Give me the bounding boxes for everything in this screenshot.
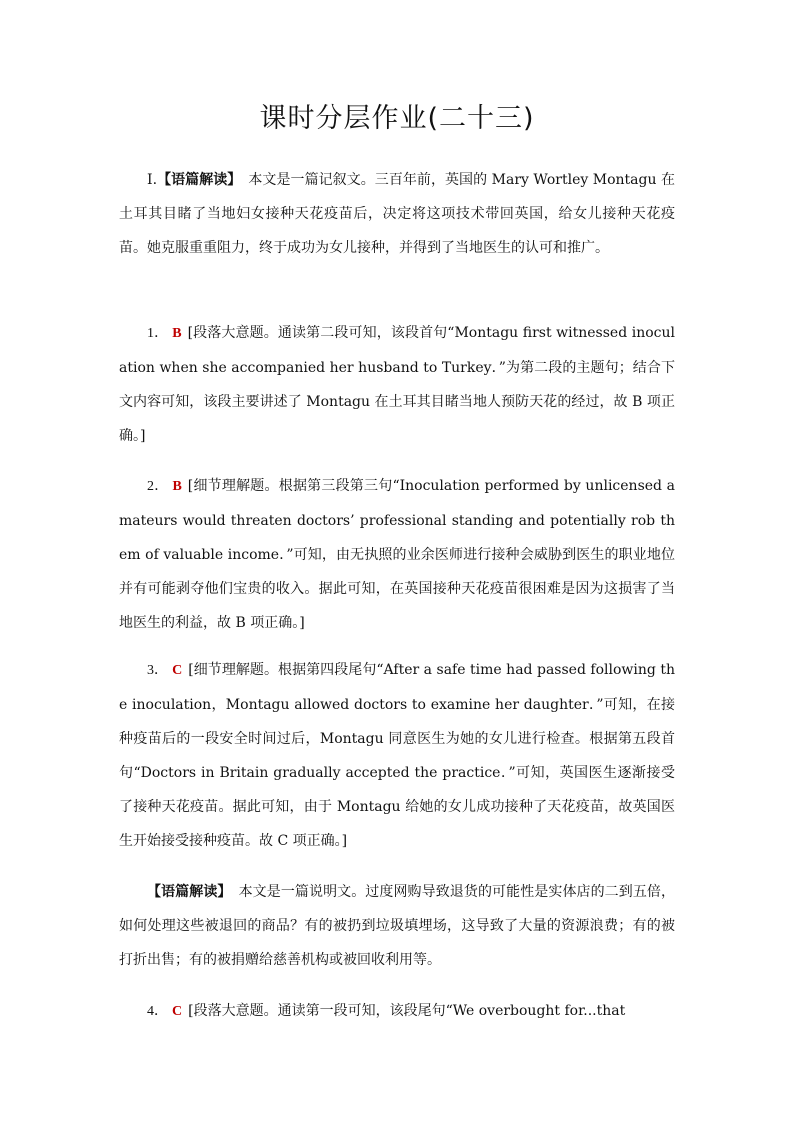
section-number: Ⅰ. bbox=[147, 172, 158, 188]
question-3 bbox=[119, 653, 675, 858]
answer-letter: C bbox=[172, 1004, 183, 1019]
explanation-text: [细节理解题。根据第四段尾句“After a safe time had passed following the inoculation，Montagu allowed doctors to examine her daughter．”可知，在接种疫苗后的一段安全时间过后，Montagu 同意医生为她的女儿进行检查。根据第五段首句“Doctors in Britain gradually accepted the practice．”可知，英国医生逐渐接受了接种天花疫苗。据此可知，由于 Montagu 给她的女儿成功接种了天花疫苗，故英国医生开始接受接种疫苗。故 C 项正确。] bbox=[119, 662, 676, 849]
passage-summary-1 bbox=[119, 163, 675, 265]
question-number: 1． bbox=[147, 326, 169, 341]
passage-summary-label: 【语篇解读】 bbox=[157, 172, 235, 188]
question-number: 4． bbox=[147, 1004, 168, 1019]
answer-letter: B bbox=[172, 479, 182, 494]
page-title: 课时分层作业(二十三) bbox=[259, 103, 535, 134]
question-number: 3． bbox=[147, 663, 169, 678]
question-1 bbox=[119, 316, 675, 453]
passage-summary-text: 本文是一篇记叙文。三百年前，英国的 Mary Wortley Montagu 在土耳其目睹了当地妇女接种天花疫苗后，决定将这项技术带回英国，给女儿接种天花疫苗。她克服重重阻力，终于成功为女儿接种，并得到了当地医生的认可和推广。 bbox=[119, 172, 675, 256]
answer-letter: B bbox=[172, 326, 182, 341]
passage-summary-2 bbox=[119, 875, 675, 977]
passage-summary-text: 本文是一篇说明文。过度网购导致退货的可能性是实体店的二到五倍，如何处理这些被退回的商品？有的被扔到垃圾填埋场，这导致了大量的资源浪费；有的被打折出售；有的被捐赠给慈善机构或被回收利用等。 bbox=[119, 884, 676, 968]
question-number: 2． bbox=[147, 479, 169, 494]
passage-summary-label: 【语篇解读】 bbox=[147, 884, 225, 900]
answer-letter: C bbox=[172, 663, 183, 678]
question-4 bbox=[119, 994, 675, 1029]
explanation-text: [段落大意题。通读第一段可知，该段尾句“We overbought for...that bbox=[188, 1003, 626, 1019]
explanation-text: [段落大意题。通读第二段可知，该段首句“Montagu first witnessed inoculation when she accompanied her husband to Turkey．”为第二段的主题句；结合下文内容可知，该段主要讲述了 Montagu 在土耳其目睹当地人预防天花的经过，故 B 项正确。] bbox=[119, 325, 676, 444]
question-2 bbox=[119, 469, 675, 640]
explanation-text: [细节理解题。根据第三段第三句“Inoculation performed by unlicensed amateurs would threaten doctors’ professional standing and potentially rob them of valuable income．”可知，由无执照的业余医师进行接种会威胁到医生的职业地位并有可能剥夺他们宝贵的收入。据此可知，在英国接种天花疫苗很困难是因为这损害了当地医生的利益，故 B 项正确。] bbox=[119, 478, 676, 631]
